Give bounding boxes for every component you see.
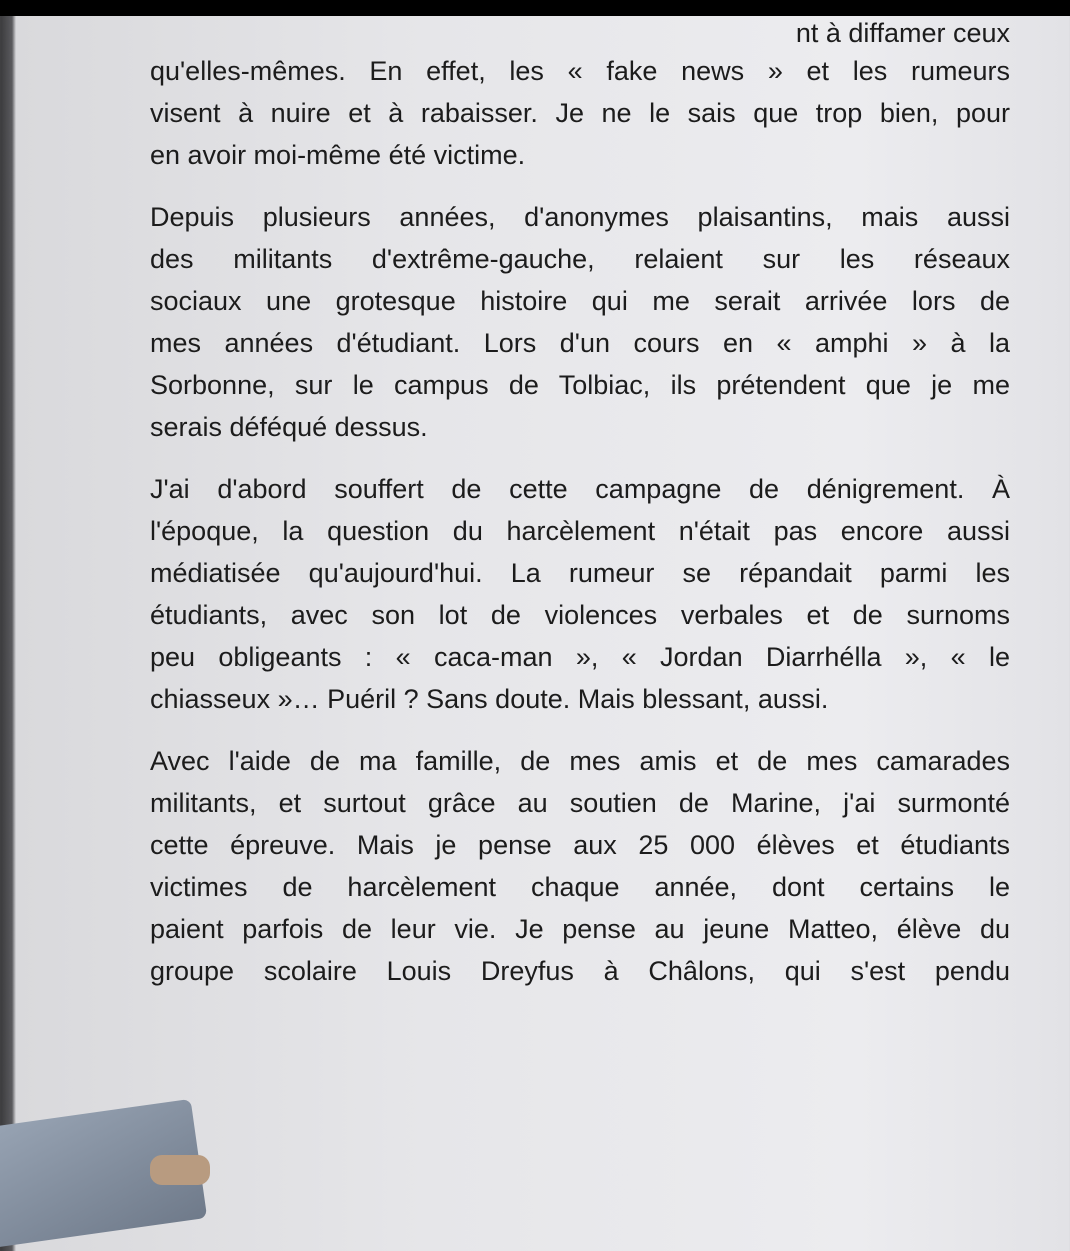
cut-off-line: nt à diffamer ceux (795, 18, 1010, 48)
text-line: serais déféqué dessus. (150, 412, 428, 442)
text-line: peu obligeants : « caca-man », « Jordan Diarrhélla », « le (150, 642, 1010, 672)
paragraph-4 (150, 740, 1010, 992)
text-line: qu'elles-mêmes. En effet, les « fake news » et les rumeurs (150, 56, 1010, 86)
book-page-text (150, 16, 1010, 1012)
text-line: victimes de harcèlement chaque année, dont certains le (150, 872, 1010, 902)
paragraph-1 (150, 50, 1010, 176)
text-line: des militants d'extrême-gauche, relaient sur les réseaux (150, 244, 1010, 274)
text-line: visent à nuire et à rabaisser. Je ne le sais que trop bien, pour (150, 98, 1010, 128)
text-line: Depuis plusieurs années, d'anonymes plaisantins, mais aussi (150, 202, 1010, 232)
text-line: J'ai d'abord souffert de cette campagne de dénigrement. À (150, 474, 1010, 504)
text-line: cette épreuve. Mais je pense aux 25 000 élèves et étudiants (150, 830, 1010, 860)
text-line: l'époque, la question du harcèlement n'était pas encore aussi (150, 516, 1010, 546)
text-line: en avoir moi-même été victime. (150, 140, 526, 170)
paragraph-3 (150, 468, 1010, 720)
text-line: groupe scolaire Louis Dreyfus à Châlons, qui s'est pendu (150, 956, 1010, 986)
text-line: paient parfois de leur vie. Je pense au jeune Matteo, élève du (150, 914, 1010, 944)
paragraph-2 (150, 196, 1010, 448)
text-line: sociaux une grotesque histoire qui me serait arrivée lors de (150, 286, 1010, 316)
top-black-bar (0, 0, 1070, 16)
text-line: militants, et surtout grâce au soutien de Marine, j'ai surmonté (150, 788, 1010, 818)
finger (150, 1155, 210, 1185)
text-line: médiatisée qu'aujourd'hui. La rumeur se répandait parmi les (150, 558, 1010, 588)
text-line: étudiants, avec son lot de violences verbales et de surnoms (150, 600, 1010, 630)
text-line: Sorbonne, sur le campus de Tolbiac, ils prétendent que je me (150, 370, 1010, 400)
text-line: chiasseux »… Puéril ? Sans doute. Mais blessant, aussi. (150, 684, 829, 714)
text-line: mes années d'étudiant. Lors d'un cours en « amphi » à la (150, 328, 1010, 358)
text-line: Avec l'aide de ma famille, de mes amis et de mes camarades (150, 746, 1010, 776)
